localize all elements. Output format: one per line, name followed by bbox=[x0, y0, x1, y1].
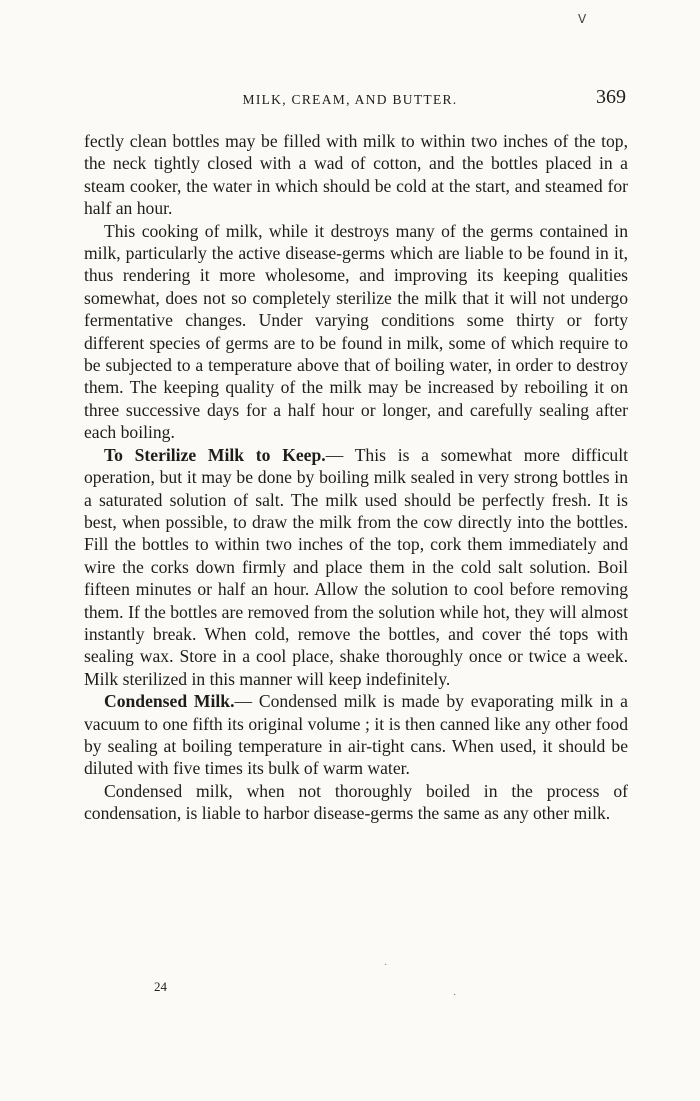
specks: · bbox=[453, 990, 457, 1001]
running-head: MILK, CREAM, AND BUTTER. bbox=[242, 92, 458, 107]
paragraph-condensed-germs: Condensed milk, when not thoroughly boiled in the process of condensation, is liable to harbor disease-germs the same as any other milk. bbox=[84, 780, 628, 824]
paragraph-condensed-milk bbox=[84, 690, 628, 780]
section-heading-condensed: Condensed Milk. bbox=[104, 691, 235, 712]
specks: · bbox=[384, 960, 388, 971]
corner-mark: ᐯ bbox=[578, 12, 587, 26]
page-header bbox=[0, 86, 700, 112]
paragraph-sterilize-text: — This is a somewhat more difficult operation, but it may be done by boiling milk sealed in very strong bottles in a saturated solution of salt. The milk used should be perfectly fresh. It is best, when possible, to draw the milk from the cow directly into the bottles. Fill the bottles to within two inches of the top, cork them immediately and wire the corks down firmly and place them in the cold salt solution. Boil fifteen minutes or half an hour. Allow the solution to cool before removing them. If the bottles are removed from the solution while hot, they will almost instantly break. When cold, remove the bottles, and cover thé tops with sealing wax. Store in a cool place, shake thoroughly once or twice a week. Milk sterilized in this manner will keep indefinitely. bbox=[84, 444, 628, 689]
paragraph-condensed-text: — Condensed milk is made by evaporating milk in a vacuum to one fifth its original volume ; it is then canned like any other food by sealing at boiling temperature in air-tight cans. When used, it should be diluted with five times its bulk of warm water. bbox=[84, 691, 628, 779]
section-heading-sterilize: To Sterilize Milk to Keep. bbox=[104, 444, 326, 465]
paragraph-sterilize-milk bbox=[84, 444, 628, 690]
page-number: 369 bbox=[596, 86, 626, 108]
signature-mark: 24 bbox=[154, 979, 167, 994]
body-text bbox=[84, 130, 628, 825]
paragraph-continuation: fectly clean bottles may be filled with milk to within two inches of the top, the neck tightly closed with a wad of cotton, and the bottles placed in a steam cooker, the water in which should be cold at the start, and steamed for half an hour. bbox=[84, 131, 628, 219]
paragraph-milk-cooking: This cooking of milk, while it destroys many of the germs contained in milk, particularly the active disease-germs which are liable to be found in it, thus rendering it more wholesome, and improving its keeping qualities somewhat, does not so completely sterilize the milk that it will not undergo fermentative changes. Under varying conditions some thirty or forty different species of germs are to be found in milk, some of which require to be subjected to a temperature above that of boiling water, in order to destroy them. The keeping quality of the milk may be increased by reboiling it on three successive days for a half hour or longer, and carefully sealing after each boiling. bbox=[84, 220, 628, 443]
